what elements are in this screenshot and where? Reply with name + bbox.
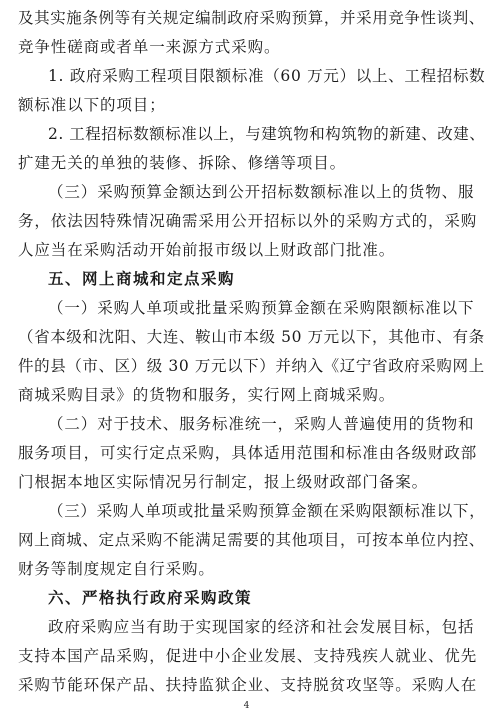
paragraph-text: （三）采购预算金额达到公开招标数额标准以上的货物、服	[48, 183, 475, 201]
paragraph-text: （三）采购人单项或批量采购预算金额在采购限额标准以下，	[48, 502, 486, 520]
paragraph-text: 支持本国产品采购，促进中小企业发展、支持残疾人就业、优先	[18, 647, 478, 665]
paragraph-text: 务，依法因特殊情况确需采用公开招标以外的采购方式的，采购	[18, 212, 478, 230]
section-heading: 五、网上商城和定点采购	[48, 270, 236, 288]
paragraph-text: 财务等制度规定自行采购。	[18, 560, 215, 578]
paragraph-text: 门根据本地区实际情况另行制定，报上级财政部门备案。	[18, 473, 429, 491]
list-item-text: 扩建无关的单独的装修、拆除、修缮等项目。	[18, 154, 347, 172]
paragraph-text: 服务项目，可实行定点采购，具体适用范围和标准由各级财政部	[18, 444, 478, 462]
paragraph-text: 政府采购应当有助于实现国家的经济和社会发展目标，包括	[48, 618, 475, 636]
paragraph-text: 人应当在采购活动开始前报市级以上财政部门批准。	[18, 241, 396, 259]
paragraph-text: 件的县（市、区）级 30 万元以下）并纳入《辽宁省政府采购网上	[18, 357, 485, 375]
paragraph-text: （省本级和沈阳、大连、鞍山市本级 50 万元以下，其他市、有条	[18, 328, 485, 346]
paragraph-text: 采购节能环保产品、扶持监狱企业、支持脱贫攻坚等。采购人在	[18, 676, 478, 694]
paragraph-text: （一）采购人单项或批量采购预算金额在采购限额标准以下	[48, 299, 475, 317]
paragraph-text: 商城采购目录》的货物和服务，实行网上商城采购。	[18, 386, 396, 404]
section-heading: 六、严格执行政府采购政策	[48, 589, 253, 607]
paragraph-text: （二）对于技术、服务标准统一，采购人普遍使用的货物和	[48, 415, 475, 433]
page-number: 4	[243, 701, 250, 711]
list-item-text: 额标准以下的项目；	[18, 96, 166, 114]
text-line: 竞争性磋商或者单一来源方式采购。	[18, 38, 281, 56]
text-line: 及其实施条例等有关规定编制政府采购预算，并采用竞争性谈判、	[18, 9, 485, 27]
list-item-text: 2. 工程招标数额标准以上，与建筑物和构筑物的新建、改建、	[48, 125, 486, 143]
paragraph-text: 网上商城、定点采购不能满足需要的其他项目，可按本单位内控、	[18, 531, 485, 549]
list-item-text: 1. 政府采购工程项目限额标准（60 万元）以上、工程招标数	[48, 67, 486, 85]
